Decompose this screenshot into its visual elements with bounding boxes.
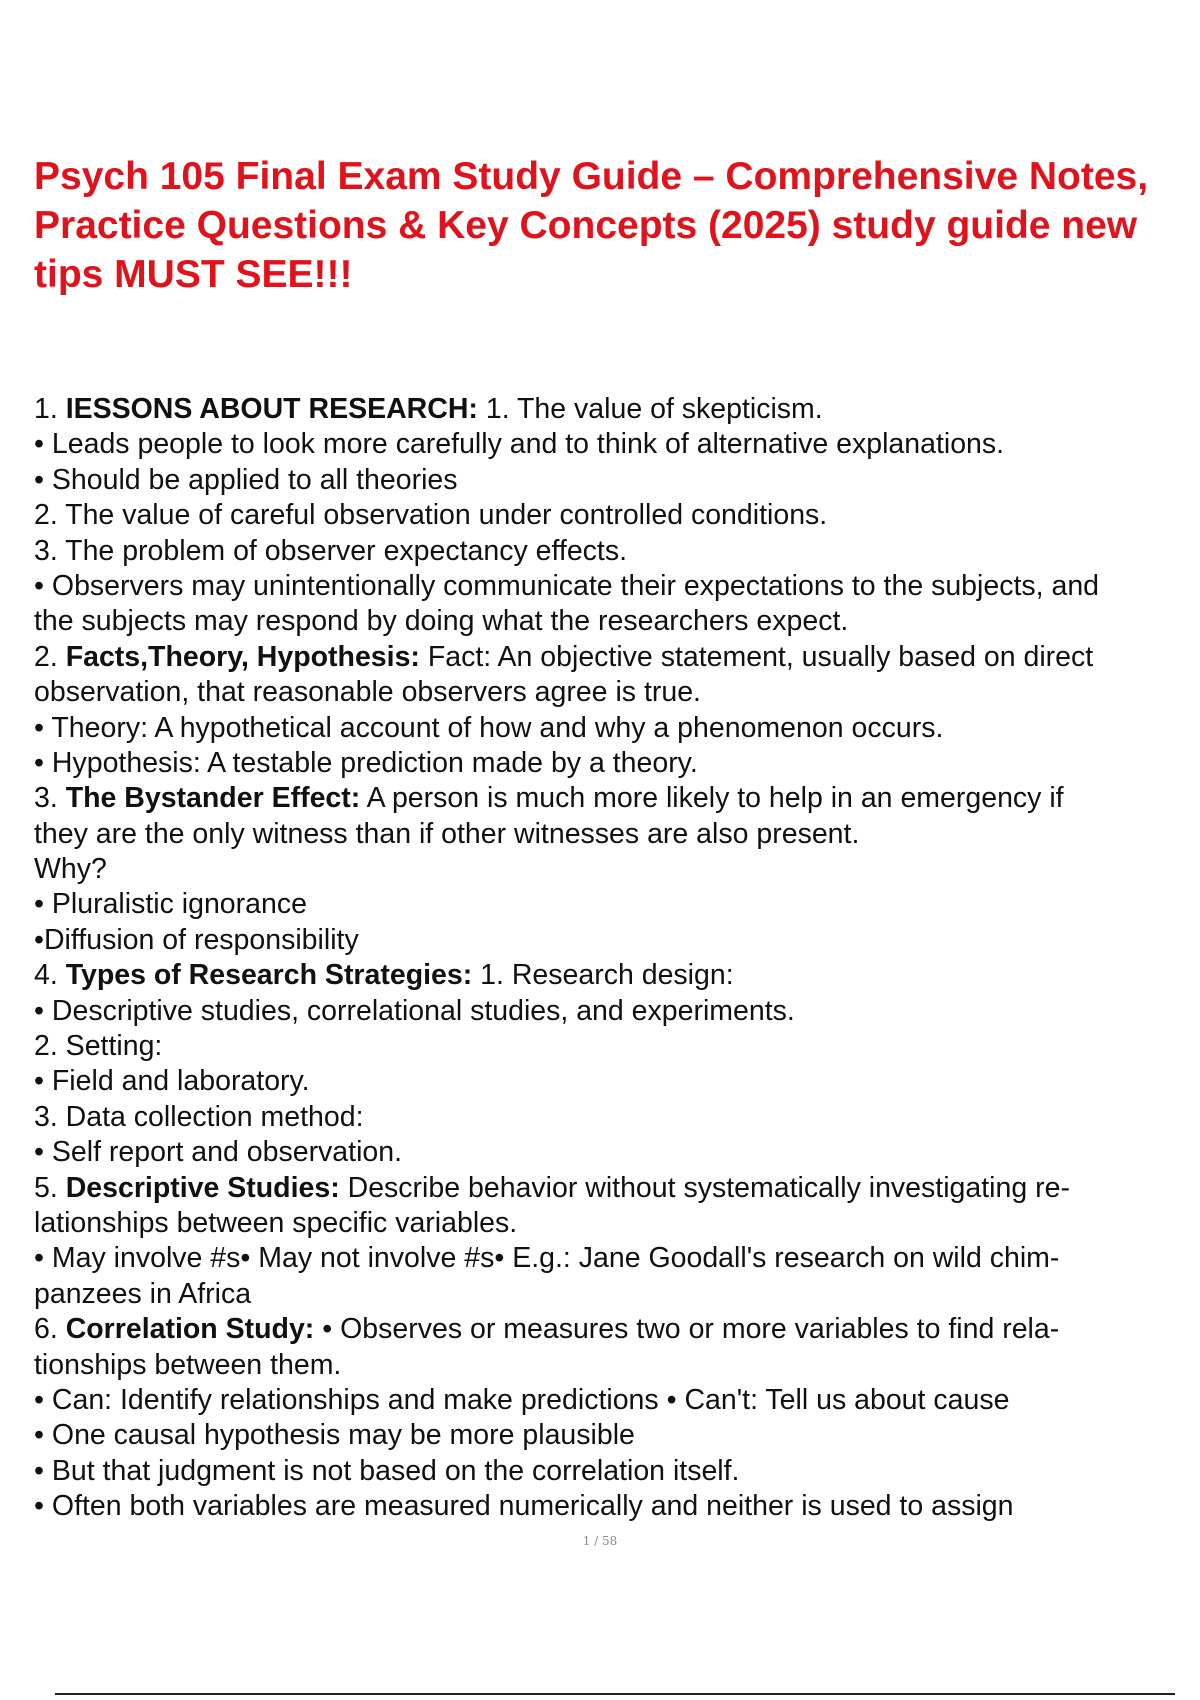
line-text: 2. The value of careful observation under controlled conditions. [34,499,828,532]
text-line [34,1383,1194,1418]
item-number: 3. [34,782,66,815]
line-text: • Field and laboratory. [34,1065,310,1098]
text-line [34,1241,1194,1276]
item-number: 2. [34,640,66,673]
item-number: 5. [34,1171,66,1204]
text-line [34,498,1194,533]
line-text: • Observes or measures two or more variables to find rela- [314,1313,1060,1346]
text-line [34,1171,1194,1206]
document-title: Psych 105 Final Exam Study Guide – Comprehensive Notes, Practice Questions & Key Concepts (2025) study guide new tips MUST SEE!!! [34,155,1149,296]
line-text: they are the only witness than if other witnesses are also present. [34,817,860,850]
section-heading: The Bystander Effect: [65,782,361,815]
line-text: • Can: Identify relationships and make predictions • Can't: Tell us about cause [34,1383,1010,1416]
text-line [34,958,1194,993]
text-line [34,994,1194,1029]
text-line [34,1100,1194,1135]
line-text: Describe behavior without systematically investigating re- [339,1171,1070,1204]
line-text: A person is much more likely to help in an emergency if [360,782,1064,815]
section-heading: Descriptive Studies: [65,1171,340,1204]
page-number: 1 / 58 [582,1534,618,1548]
item-number: 4. [34,959,66,992]
line-text: • Often both variables are measured numerically and neither is used to assign [34,1490,1014,1523]
line-text: lationships between specific variables. [34,1206,518,1239]
text-line [34,746,1194,781]
text-line [34,887,1194,922]
item-number: 1. [34,393,66,425]
text-line [34,1135,1194,1170]
section-heading: Facts,Theory, Hypothesis: [65,640,420,673]
section-heading: Types of Research Strategies: [65,959,473,992]
section-heading: Correlation Study: [65,1313,315,1346]
text-line [34,1206,1194,1241]
text-line [34,604,1194,639]
line-text: • But that judgment is not based on the correlation itself. [34,1454,740,1487]
line-text: 3. The problem of observer expectancy effects. [34,534,628,567]
text-line [34,852,1194,887]
line-text: • May involve #s• May not involve #s• E.g.: Jane Goodall's research on wild chim- [34,1242,1060,1275]
line-text: 1. The value of skepticism. [477,393,823,425]
item-number: 6. [34,1313,66,1346]
text-line [34,534,1194,569]
text-line [34,392,1194,427]
line-text: • Leads people to look more carefully and to think of alternative explanations. [34,428,1005,461]
text-line [34,427,1194,462]
line-text: • Self report and observation. [34,1136,403,1169]
line-text: • Observers may unintentionally communicate their expectations to the subjects, and [34,569,1100,602]
line-text: • Pluralistic ignorance [34,888,307,921]
text-line [34,781,1194,816]
line-text: the subjects may respond by doing what the researchers expect. [34,605,849,638]
line-text: • Should be applied to all theories [34,463,458,496]
text-line [34,569,1194,604]
text-line [34,1489,1194,1524]
line-text: •Diffusion of responsibility [34,923,359,956]
text-line [34,1418,1194,1453]
text-line [34,1454,1194,1489]
page-divider [55,1693,1175,1695]
line-text: tionships between them. [34,1348,342,1381]
text-line [34,463,1194,498]
document-body [34,392,1194,1525]
text-line [34,1312,1194,1347]
line-text: 2. Setting: [34,1030,163,1063]
line-text: • One causal hypothesis may be more plausible [34,1419,635,1452]
line-text: Why? [34,853,107,886]
text-line [34,923,1194,958]
line-text: 3. Data collection method: [34,1100,364,1133]
text-line [34,675,1194,710]
section-heading: IESSONS ABOUT RESEARCH: [65,393,478,425]
text-line [34,711,1194,746]
text-line [34,640,1194,675]
text-line [34,1029,1194,1064]
line-text: observation, that reasonable observers agree is true. [34,676,701,709]
line-text: • Descriptive studies, correlational studies, and experiments. [34,994,795,1027]
text-line [34,817,1194,852]
line-text: • Theory: A hypothetical account of how and why a phenomenon occurs. [34,711,944,744]
text-line [34,1277,1194,1312]
line-text: • Hypothesis: A testable prediction made by a theory. [34,746,698,779]
line-text: 1. Research design: [472,959,734,992]
text-line [34,1348,1194,1383]
text-line [34,1064,1194,1099]
line-text: Fact: An objective statement, usually based on direct [419,640,1094,673]
line-text: panzees in Africa [34,1277,252,1310]
